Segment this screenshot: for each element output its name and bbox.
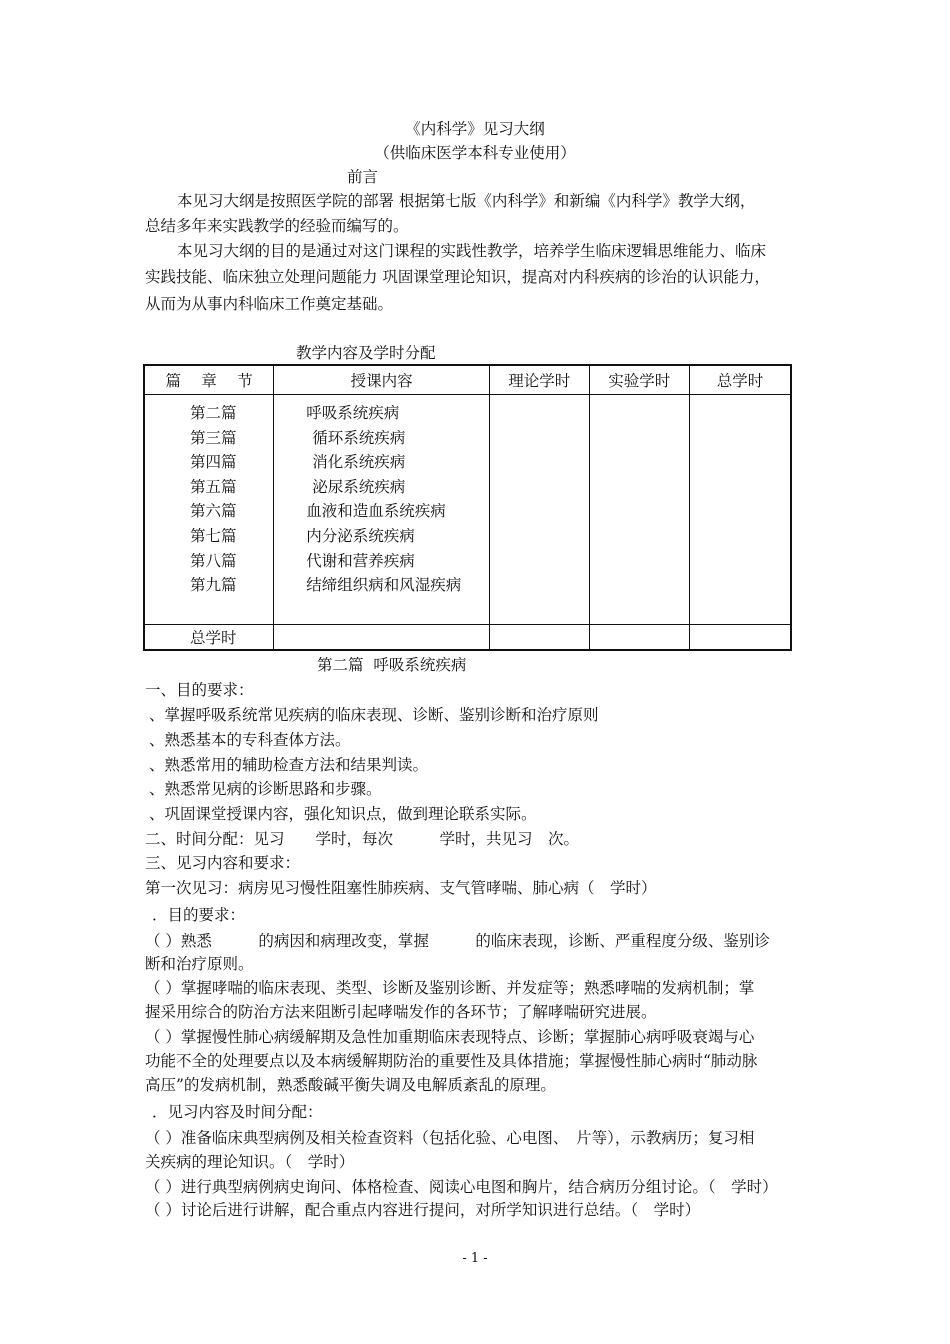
body-line: （ ）掌握慢性肺心病缓解期及急性加重期临床表现特点、诊断；掌握肺心病呼吸衰竭与心 <box>145 1028 755 1046</box>
contents-cell <box>274 395 490 625</box>
body-line: 第一次见习：病房见习慢性阻塞性肺疾病、支气管哮喘、肺心病（ 学时） <box>145 879 657 897</box>
preface-paragraph-line: 实践技能、临床独立处理问题能力 巩固课堂理论知识，提高对内科疾病的诊治的认识能力， <box>145 268 770 286</box>
empty-cell <box>274 625 490 651</box>
preface-paragraph-line: 从而为从事内科临床工作奠定基础。 <box>145 295 394 313</box>
preface-paragraph-line: 本见习大纲是按照医学院的部署 根据第七版《内科学》和新编《内科学》教学大纲， <box>177 192 756 210</box>
body-line: 一、目的要求： <box>145 681 254 699</box>
content-label: 结缔组织病和风湿疾病 <box>306 576 462 595</box>
section-title: 第二篇 呼吸系统疾病 <box>317 656 467 674</box>
table-total-row <box>144 625 791 651</box>
content-label: 血液和造血系统疾病 <box>306 502 446 521</box>
body-line: 、熟悉常用的辅助检查方法和结果判读。 <box>149 756 429 774</box>
header-cell: 理论学时 <box>490 365 589 395</box>
content-label: 泌尿系统疾病 <box>312 477 406 496</box>
content-label: 循环系统疾病 <box>312 428 406 447</box>
body-line: 高压”的发病机制，熟悉酸碱平衡失调及电解质紊乱的原理。 <box>145 1076 556 1094</box>
body-line: 握采用综合的防治方法来阻断引起哮喘发作的各环节；了解哮喘研究进展。 <box>145 1003 657 1021</box>
part-label: 第五篇 <box>190 477 237 496</box>
document-subtitle: （供临床医学本科专业使用） <box>374 144 576 162</box>
content-label: 呼吸系统疾病 <box>306 404 400 422</box>
preface-heading: 前言 <box>347 168 379 186</box>
body-line: 、掌握呼吸系统常见疾病的临床表现、诊断、鉴别诊断和治疗原则 <box>149 706 599 724</box>
parts-cell <box>144 395 274 625</box>
body-line: ．目的要求： <box>152 906 246 924</box>
body-line: （ ）准备临床典型病例及相关检查资料（包括化验、心电图、 片等），示教病历；复习相 <box>145 1129 755 1147</box>
theory-hours-cell <box>490 395 589 625</box>
body-line: （ ）进行典型病例病史询问、体格检查、阅读心电图和胸片，结合病历分组讨论。（ 学时） <box>145 1178 778 1196</box>
schedule-table <box>143 364 792 651</box>
header-cell: 总学时 <box>690 365 792 395</box>
table-body-row <box>144 395 791 625</box>
header-cell: 授课内容 <box>274 365 490 395</box>
body-line: （ ）掌握哮喘的临床表现、类型、诊断及鉴别诊断、并发症等；熟悉哮喘的发病机制；掌 <box>145 979 755 997</box>
table-header-row <box>144 365 791 395</box>
document-title: 《内科学》见习大纲 <box>405 120 545 138</box>
part-label: 第四篇 <box>190 453 237 472</box>
part-label: 第六篇 <box>190 502 237 521</box>
body-line: 三、见习内容和要求： <box>145 854 301 872</box>
body-line: 功能不全的处理要点以及本病缓解期防治的重要性及具体措施；掌握慢性肺心病时“肺动脉 <box>145 1052 758 1070</box>
part-label: 第二篇 <box>190 404 237 422</box>
body-line: 、巩固课堂授课内容，强化知识点，做到理论联系实际。 <box>149 805 537 823</box>
empty-cell <box>490 625 589 651</box>
body-line: ．见习内容及时间分配： <box>152 1103 323 1121</box>
empty-cell <box>690 625 792 651</box>
empty-cell <box>589 625 689 651</box>
body-line: 二、时间分配：见习 学时，每次 学时，共见习 次。 <box>145 830 580 848</box>
part-label: 第九篇 <box>190 576 237 595</box>
part-label: 第八篇 <box>190 551 237 570</box>
total-hours-cell <box>690 395 792 625</box>
page-number: - 1 - <box>462 1251 488 1266</box>
preface-paragraph-line: 本见习大纲的目的是通过对这门课程的实践性教学，培养学生临床逻辑思维能力、临床 <box>177 242 767 260</box>
content-label: 消化系统疾病 <box>312 453 406 472</box>
preface-paragraph-line: 总结多年来实践教学的经验而编写的。 <box>145 217 409 235</box>
header-cell: 篇 章 节 <box>144 365 274 395</box>
body-line: （ ）熟悉 的病因和病理改变，掌握 的临床表现，诊断、严重程度分级、鉴别诊 <box>145 932 770 950</box>
part-label: 第七篇 <box>190 526 237 545</box>
content-label: 代谢和营养疾病 <box>306 551 415 570</box>
body-line: （ ）讨论后进行讲解，配合重点内容进行提问，对所学知识进行总结。（ 学时） <box>145 1201 701 1219</box>
content-label: 内分泌系统疾病 <box>306 526 415 545</box>
header-cell: 实验学时 <box>589 365 689 395</box>
body-line: 断和治疗原则。 <box>145 955 254 973</box>
body-line: 、熟悉基本的专科查体方法。 <box>149 731 351 749</box>
lab-hours-cell <box>589 395 689 625</box>
body-line: 关疾病的理论知识。（ 学时） <box>145 1153 355 1171</box>
table-caption: 教学内容及学时分配 <box>296 344 436 362</box>
total-label: 总学时 <box>144 625 274 651</box>
part-label: 第三篇 <box>190 428 237 447</box>
body-line: 、熟悉常见病的诊断思路和步骤。 <box>149 780 382 798</box>
